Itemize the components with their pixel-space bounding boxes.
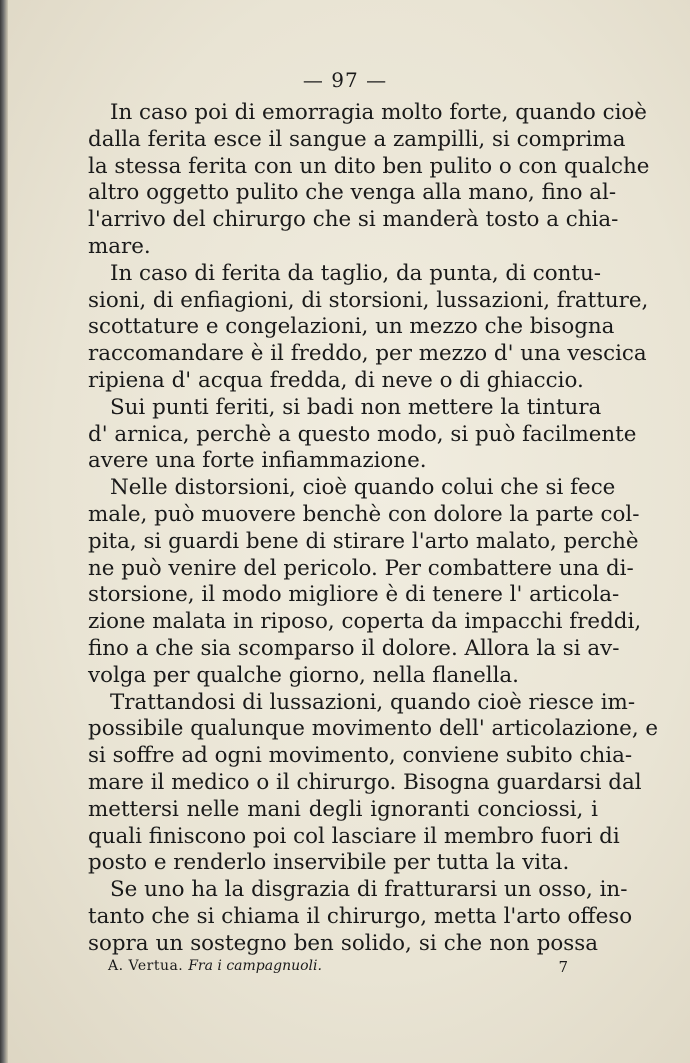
text-line: fino a che sia scomparso il dolore. Allora la si av- <box>88 635 620 661</box>
text-line: altro oggetto pulito che venga alla mano, fino al- <box>88 180 617 206</box>
text-line: tanto che si chiama il chirurgo, metta l'arto offeso <box>88 903 633 929</box>
text-line: In caso poi di emorragia molto forte, quando cioè <box>110 100 647 125</box>
footer-citation <box>108 958 322 976</box>
text-line: Nelle distorsioni, cioè quando colui che si fece <box>110 475 616 501</box>
text-line: mare il medico o il chirurgo. Bisogna guardarsi dal <box>88 769 642 795</box>
text-line: Sui punti feriti, si badi non mettere la tintura <box>110 394 602 420</box>
text-line: raccomandare è il freddo, per mezzo d' una vescica <box>88 341 647 367</box>
footer-book-title: Fra i campagnuoli. <box>188 958 322 974</box>
text-line: la stessa ferita con un dito ben pulito o con qualche <box>88 153 650 179</box>
text-line: In caso di ferita da taglio, da punta, di contu- <box>110 260 601 286</box>
text-line: dalla ferita esce il sangue a zampilli, si comprima <box>88 126 626 152</box>
text-line: posto e renderlo inservibile per tutta la vita. <box>88 850 570 876</box>
text-line: l'arrivo del chirurgo che si manderà tosto a chia- <box>88 207 619 233</box>
page-number: — 97 — <box>302 68 388 92</box>
text-line: scottature e congelazioni, un mezzo che bisogna <box>88 314 615 340</box>
text-line: d' arnica, perchè a questo modo, si può facilmente <box>88 421 637 447</box>
text-line: volga per qualche giorno, nella flanella. <box>88 662 519 688</box>
text-line: Se uno ha la disgrazia di fratturarsi un osso, in- <box>110 877 628 903</box>
text-line: quali finiscono poi col lasciare il membro fuori di <box>88 823 620 849</box>
page-body-text <box>88 100 659 958</box>
text-line: pita, si guardi bene di stirare l'arto malato, perchè <box>88 528 639 554</box>
text-line: storsione, il modo migliore è di tenere l' articola- <box>88 582 620 608</box>
text-line: possibile qualunque movimento dell' articolazione, e <box>88 716 659 742</box>
text-line: avere una forte infiammazione. <box>88 448 427 474</box>
text-line: sioni, di enfiagioni, di storsioni, lussazioni, fratture, <box>88 287 649 313</box>
text-line: mettersi nelle mani degli ignoranti conciossi, i <box>88 796 598 822</box>
text-line: mare. <box>88 233 151 259</box>
text-line: Trattandosi di lussazioni, quando cioè riesce im- <box>110 689 636 715</box>
book-spine-edge <box>0 0 8 1063</box>
text-line: si soffre ad ogni movimento, conviene subito chia- <box>88 743 633 769</box>
text-line: ripiena d' acqua fredda, di neve o di ghiaccio. <box>88 367 584 393</box>
text-line: male, può muovere benchè con dolore la parte col- <box>88 501 640 527</box>
footer-signature-mark: 7 <box>558 958 568 976</box>
page-footer <box>108 958 568 976</box>
text-line: sopra un sostegno ben solido, si che non possa <box>88 930 598 956</box>
footer-author: A. Vertua. <box>108 958 189 974</box>
text-line: ne può venire del pericolo. Per combattere una di- <box>88 555 634 581</box>
text-line: zione malata in riposo, coperta da impacchi freddi, <box>88 609 642 635</box>
